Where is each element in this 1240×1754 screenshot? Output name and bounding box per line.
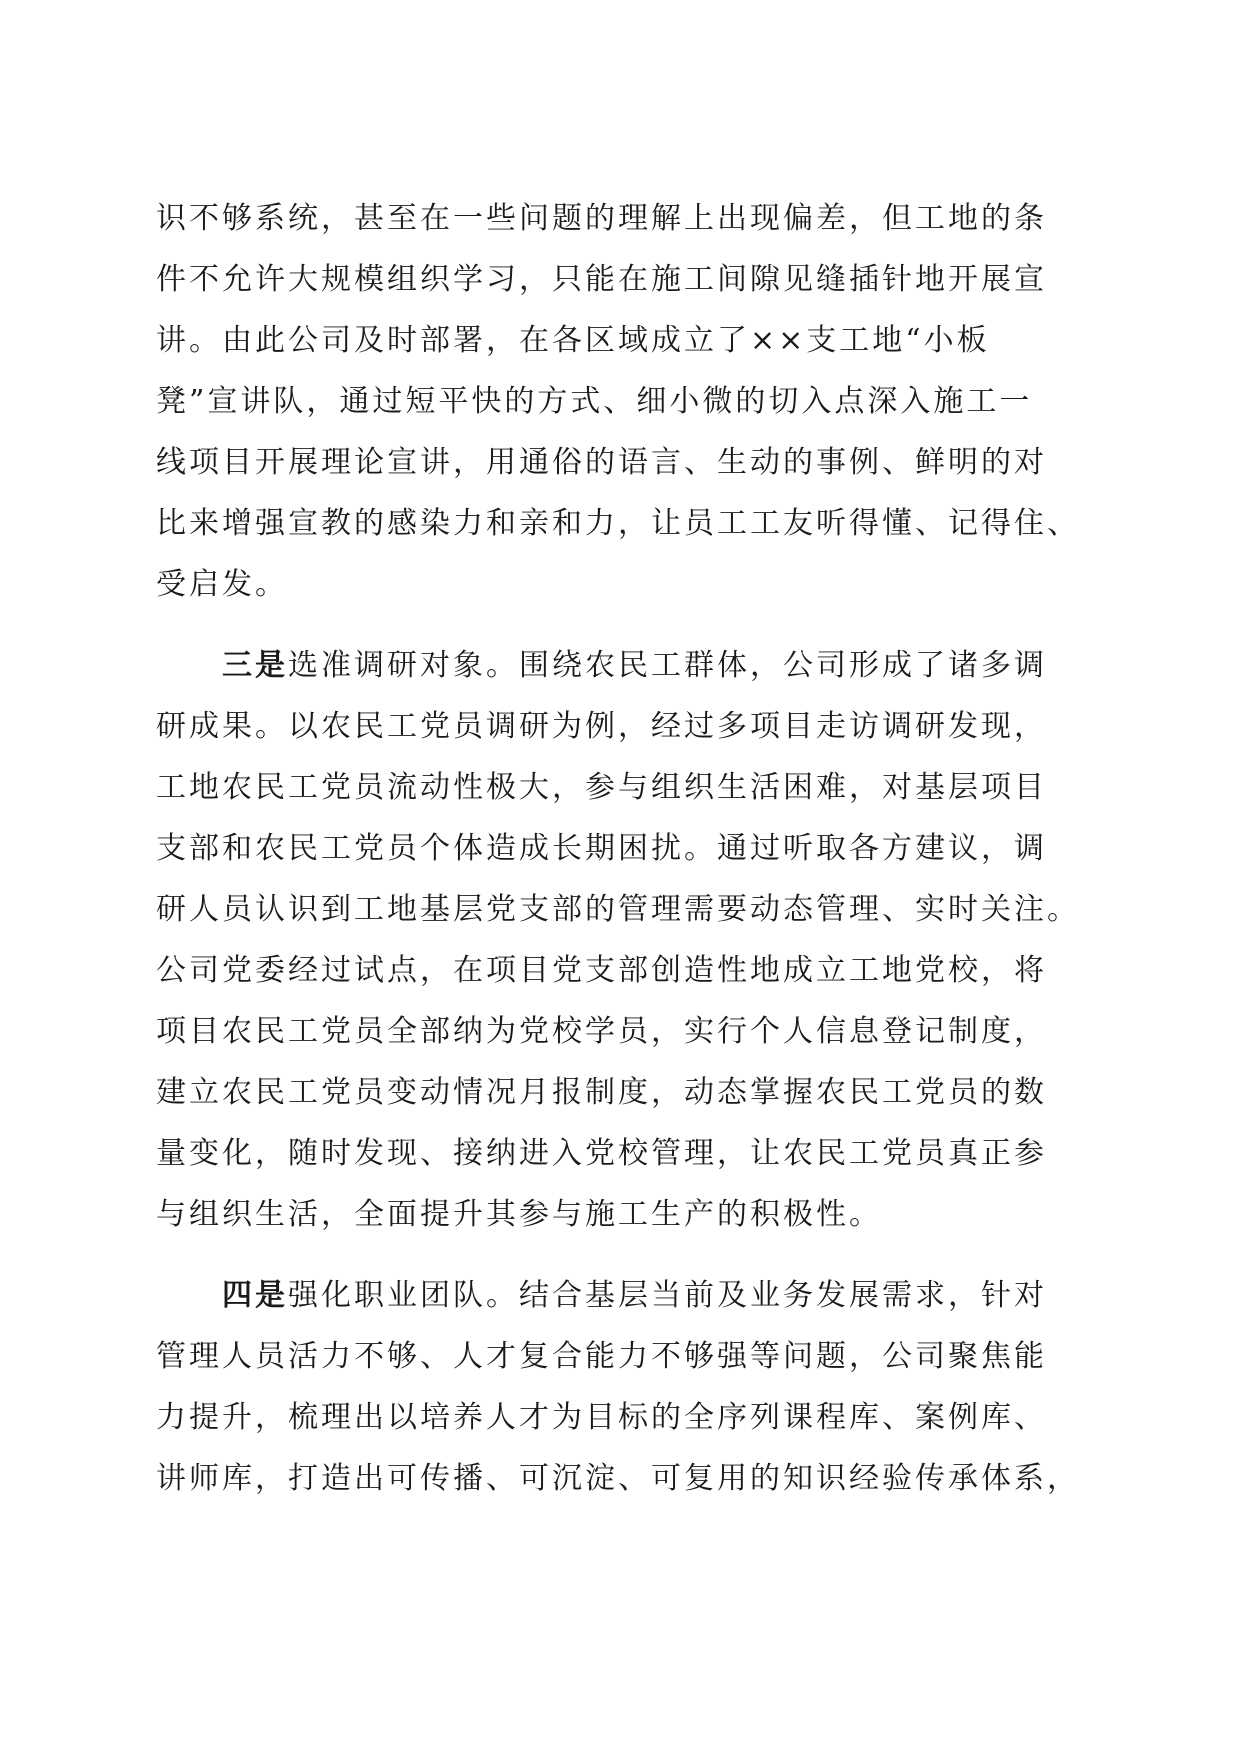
text-line: 讲。由此公司及时部署，在各区域成立了××支工地“小板: [156, 323, 990, 358]
text-line-first: [156, 635, 1086, 696]
paragraph-lead: 四是: [222, 1278, 288, 1313]
text-line: 公司党委经过试点，在项目党支部创造性地成立工地党校，将: [156, 953, 1047, 988]
text-line: 研人员认识到工地基层党支部的管理需要动态管理、实时关注。: [156, 892, 1080, 927]
text-line: 工地农民工党员流动性极大，参与组织生活困难，对基层项目: [156, 770, 1047, 805]
paragraph-team: [156, 1265, 1086, 1509]
text-run: 选准调研对象。围绕农民工群体，公司形成了诸多调: [288, 648, 1047, 683]
text-line: 与组织生活，全面提升其参与施工生产的积极性。: [156, 1197, 882, 1232]
text-run: 强化职业团队。结合基层当前及业务发展需求，针对: [288, 1278, 1047, 1313]
text-line: 研成果。以农民工党员调研为例，经过多项目走访调研发现，: [156, 709, 1047, 744]
text-line-first: [156, 1265, 1086, 1326]
text-line: 量变化，随时发现、接纳进入党校管理，让农民工党员真正参: [156, 1136, 1047, 1171]
text-line: 力提升，梳理出以培养人才为目标的全序列课程库、案例库、: [156, 1400, 1047, 1435]
paragraph-continuation: [156, 188, 1086, 615]
text-line: 建立农民工党员变动情况月报制度，动态掌握农民工党员的数: [156, 1075, 1047, 1110]
text-line: 管理人员活力不够、人才复合能力不够强等问题，公司聚焦能: [156, 1339, 1047, 1374]
text-line: 识不够系统，甚至在一些问题的理解上出现偏差，但工地的条: [156, 201, 1047, 236]
paragraph-gap: [156, 1245, 1086, 1265]
paragraph-research: [156, 635, 1086, 1245]
text-line: 件不允许大规模组织学习，只能在施工间隙见缝插针地开展宣: [156, 262, 1047, 297]
text-line: 支部和农民工党员个体造成长期困扰。通过听取各方建议，调: [156, 831, 1047, 866]
text-line: 比来增强宣教的感染力和亲和力，让员工工友听得懂、记得住、: [156, 506, 1080, 541]
text-line: 受启发。: [156, 567, 288, 602]
text-line: 讲师库，打造出可传播、可沉淀、可复用的知识经验传承体系，: [156, 1461, 1080, 1496]
text-line: 项目农民工党员全部纳为党校学员，实行个人信息登记制度，: [156, 1014, 1047, 1049]
document-body: [156, 188, 1086, 1509]
paragraph-gap: [156, 615, 1086, 635]
paragraph-lead: 三是: [222, 648, 288, 683]
text-line: 凳”宣讲队，通过短平快的方式、细小微的切入点深入施工一: [156, 384, 1033, 419]
text-line: 线项目开展理论宣讲，用通俗的语言、生动的事例、鲜明的对: [156, 445, 1047, 480]
